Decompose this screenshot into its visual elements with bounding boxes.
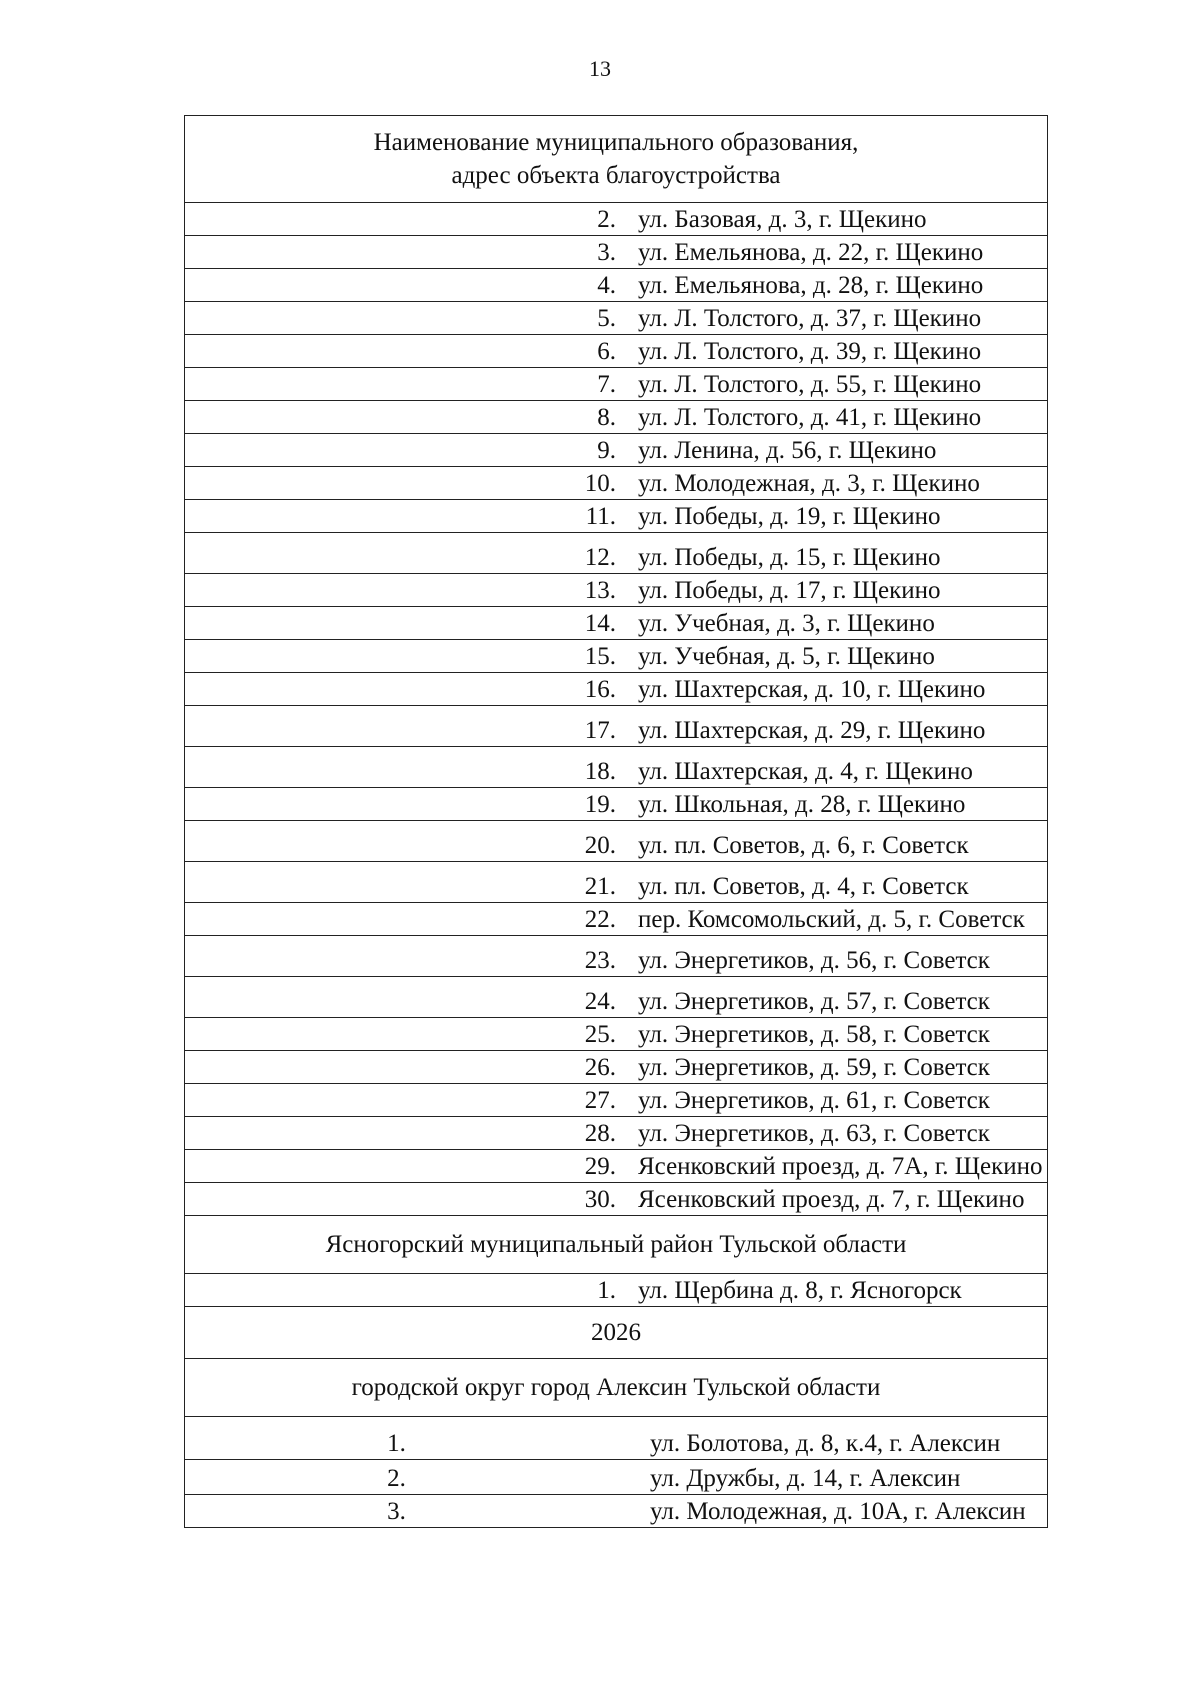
table-row xyxy=(185,1183,1048,1216)
row-number: 10. xyxy=(185,467,617,500)
table-row xyxy=(185,203,1048,236)
header-line-1: Наименование муниципального образования, xyxy=(373,129,859,156)
table-row xyxy=(185,1150,1048,1183)
row-address: ул. Л. Толстого, д. 41, г. Щекино xyxy=(616,401,1048,434)
table-row xyxy=(185,302,1048,335)
row-address: ул. Ленина, д. 56, г. Щекино xyxy=(616,434,1048,467)
row-address: ул. Победы, д. 15, г. Щекино xyxy=(616,533,1048,574)
row-address: ул. Дружбы, д. 14, г. Алексин xyxy=(616,1460,1048,1495)
table-row xyxy=(185,862,1048,903)
row-address: ул. Щербина д. 8, г. Ясногорск xyxy=(616,1274,1048,1307)
row-address: Ясенковский проезд, д. 7А, г. Щекино xyxy=(616,1150,1048,1183)
row-address: ул. Л. Толстого, д. 55, г. Щекино xyxy=(616,368,1048,401)
table-row xyxy=(185,1274,1048,1307)
row-address: ул. Молодежная, д. 10А, г. Алексин xyxy=(616,1495,1048,1528)
section-title-aleksin: городской округ город Алексин Тульской области xyxy=(185,1359,1048,1417)
table-row xyxy=(185,1018,1048,1051)
table-row xyxy=(185,607,1048,640)
row-address: ул. Л. Толстого, д. 39, г. Щекино xyxy=(616,335,1048,368)
row-number: 16. xyxy=(185,673,617,706)
row-number: 6. xyxy=(185,335,617,368)
table-row xyxy=(185,706,1048,747)
row-address: ул. Энергетиков, д. 58, г. Советск xyxy=(616,1018,1048,1051)
row-number: 17. xyxy=(185,706,617,747)
table-row xyxy=(185,977,1048,1018)
table-row xyxy=(185,1117,1048,1150)
section-header-row xyxy=(185,1216,1048,1274)
row-number: 13. xyxy=(185,574,617,607)
row-number: 20. xyxy=(185,821,617,862)
row-address: ул. Энергетиков, д. 56, г. Советск xyxy=(616,936,1048,977)
table-row xyxy=(185,821,1048,862)
year-row xyxy=(185,1307,1048,1359)
row-number: 1. xyxy=(185,1274,617,1307)
header-line-2: адрес объекта благоустройства xyxy=(451,162,781,189)
table-row xyxy=(185,788,1048,821)
row-address: ул. Учебная, д. 3, г. Щекино xyxy=(616,607,1048,640)
row-address: ул. Энергетиков, д. 63, г. Советск xyxy=(616,1117,1048,1150)
row-address: ул. Базовая, д. 3, г. Щекино xyxy=(616,203,1048,236)
row-address: ул. Школьная, д. 28, г. Щекино xyxy=(616,788,1048,821)
row-address: ул. Победы, д. 17, г. Щекино xyxy=(616,574,1048,607)
table-row xyxy=(185,673,1048,706)
row-address: ул. Л. Толстого, д. 37, г. Щекино xyxy=(616,302,1048,335)
table-row xyxy=(185,640,1048,673)
row-number: 7. xyxy=(185,368,617,401)
row-number: 18. xyxy=(185,747,617,788)
row-number: 12. xyxy=(185,533,617,574)
page-number: 13 xyxy=(589,56,611,81)
table-row xyxy=(185,936,1048,977)
row-address: ул. Емельянова, д. 22, г. Щекино xyxy=(616,236,1048,269)
table-row xyxy=(185,1051,1048,1084)
row-number: 2. xyxy=(185,203,617,236)
row-number: 22. xyxy=(185,903,617,936)
table-row xyxy=(185,533,1048,574)
address-table xyxy=(184,115,1048,1528)
row-number: 4. xyxy=(185,269,617,302)
table-row xyxy=(185,236,1048,269)
table-row xyxy=(185,1084,1048,1117)
row-address: ул. Шахтерская, д. 4, г. Щекино xyxy=(616,747,1048,788)
row-number: 21. xyxy=(185,862,617,903)
table-row xyxy=(185,1417,1048,1460)
row-number: 24. xyxy=(185,977,617,1018)
section-header-row xyxy=(185,1359,1048,1417)
table-row xyxy=(185,467,1048,500)
row-address: ул. пл. Советов, д. 4, г. Советск xyxy=(616,862,1048,903)
row-number: 29. xyxy=(185,1150,617,1183)
table-row xyxy=(185,1495,1048,1528)
row-number: 23. xyxy=(185,936,617,977)
row-address: ул. Шахтерская, д. 10, г. Щекино xyxy=(616,673,1048,706)
section-title-yasnogorsk: Ясногорский муниципальный район Тульской области xyxy=(185,1216,1048,1274)
row-number: 5. xyxy=(185,302,617,335)
row-address: ул. Шахтерская, д. 29, г. Щекино xyxy=(616,706,1048,747)
row-number: 2. xyxy=(185,1460,617,1495)
table-row xyxy=(185,269,1048,302)
table-row xyxy=(185,500,1048,533)
row-address: ул. Энергетиков, д. 59, г. Советск xyxy=(616,1051,1048,1084)
row-address: ул. Энергетиков, д. 57, г. Советск xyxy=(616,977,1048,1018)
row-number: 30. xyxy=(185,1183,617,1216)
row-number: 19. xyxy=(185,788,617,821)
table-row xyxy=(185,747,1048,788)
row-number: 25. xyxy=(185,1018,617,1051)
row-address: ул. Молодежная, д. 3, г. Щекино xyxy=(616,467,1048,500)
row-address: ул. Энергетиков, д. 61, г. Советск xyxy=(616,1084,1048,1117)
row-address: пер. Комсомольский, д. 5, г. Советск xyxy=(616,903,1048,936)
row-address: ул. Емельянова, д. 28, г. Щекино xyxy=(616,269,1048,302)
year-label: 2026 xyxy=(185,1307,1048,1359)
row-address: Ясенковский проезд, д. 7, г. Щекино xyxy=(616,1183,1048,1216)
table-row xyxy=(185,903,1048,936)
row-number: 15. xyxy=(185,640,617,673)
row-address: ул. Болотова, д. 8, к.4, г. Алексин xyxy=(616,1417,1048,1460)
row-number: 1. xyxy=(185,1417,617,1460)
row-address: ул. Победы, д. 19, г. Щекино xyxy=(616,500,1048,533)
table-row xyxy=(185,368,1048,401)
row-number: 14. xyxy=(185,607,617,640)
table-header-cell xyxy=(185,116,1048,203)
row-number: 27. xyxy=(185,1084,617,1117)
row-address: ул. Учебная, д. 5, г. Щекино xyxy=(616,640,1048,673)
address-table-body xyxy=(185,116,1048,1528)
row-address: ул. пл. Советов, д. 6, г. Советск xyxy=(616,821,1048,862)
table-row xyxy=(185,434,1048,467)
table-row xyxy=(185,401,1048,434)
row-number: 8. xyxy=(185,401,617,434)
row-number: 11. xyxy=(185,500,617,533)
row-number: 26. xyxy=(185,1051,617,1084)
row-number: 3. xyxy=(185,1495,617,1528)
row-number: 9. xyxy=(185,434,617,467)
table-row xyxy=(185,1460,1048,1495)
table-row xyxy=(185,574,1048,607)
table-header-row xyxy=(185,116,1048,203)
row-number: 28. xyxy=(185,1117,617,1150)
table-row xyxy=(185,335,1048,368)
row-number: 3. xyxy=(185,236,617,269)
